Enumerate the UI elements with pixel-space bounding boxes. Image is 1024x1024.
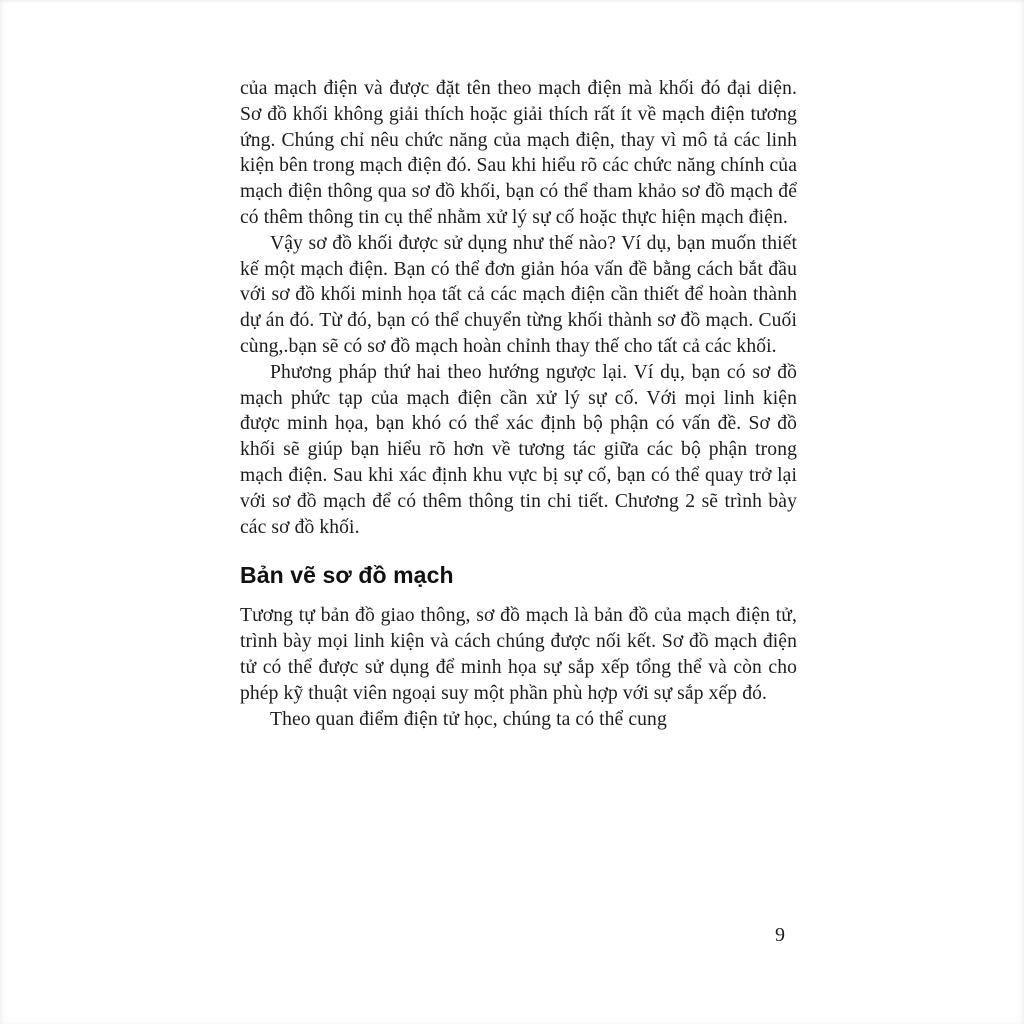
text-column <box>240 76 797 732</box>
section-heading: Bản vẽ sơ đồ mạch <box>240 562 454 589</box>
paragraph: của mạch điện và được đặt tên theo mạch điện mà khối đó đại diện. Sơ đồ khối không giải thích hoặc giải thích rất ít về mạch điện tương ứng. Chúng chỉ nêu chức năng của mạch điện, thay vì mô tả các linh kiện bên trong mạch điện đó. Sau khi hiểu rõ các chức năng chính của mạch điện thông qua sơ đồ khối, bạn có thể tham khảo sơ đồ mạch để có thêm thông tin cụ thể nhằm xử lý sự cố hoặc thực hiện mạch điện. <box>240 78 797 228</box>
paragraph: Tương tự bản đồ giao thông, sơ đồ mạch là bản đồ của mạch điện tử, trình bày mọi linh kiện và cách chúng được nối kết. Sơ đồ mạch điện tử có thể được sử dụng để minh họa sự sắp xếp tổng thể và còn cho phép kỹ thuật viên ngoại suy một phần phù hợp với sự sắp xếp đó. <box>240 605 797 704</box>
paragraph: Vậy sơ đồ khối được sử dụng như thế nào? Ví dụ, bạn muốn thiết kế một mạch điện. Bạn có thể đơn giản hóa vấn đề bằng cách bắt đầu với sơ đồ khối minh họa tất cả các mạch điện cần thiết để hoàn thành dự án đó. Từ đó, bạn có thể chuyển từng khối thành sơ đồ mạch. Cuối cùng,.bạn sẽ có sơ đồ mạch hoàn chỉnh thay thế cho tất cả các khối. <box>240 232 797 357</box>
page-number: 9 <box>775 924 785 946</box>
paragraph: Theo quan điểm điện tử học, chúng ta có thể cung <box>270 708 667 730</box>
paragraph: Phương pháp thứ hai theo hướng ngược lại. Ví dụ, bạn có sơ đồ mạch phức tạp của mạch điện cần xử lý sự cố. Với mọi linh kiện được minh họa, bạn khó có thể xác định bộ phận có vấn đề. Sơ đồ khối sẽ giúp bạn hiểu rõ hơn về tương tác giữa các bộ phận trong mạch điện. Sau khi xác định khu vực bị sự cố, bạn có thể quay trở lại với sơ đồ mạch để có thêm thông tin chi tiết. Chương 2 sẽ trình bày các sơ đồ khối. <box>240 361 797 538</box>
